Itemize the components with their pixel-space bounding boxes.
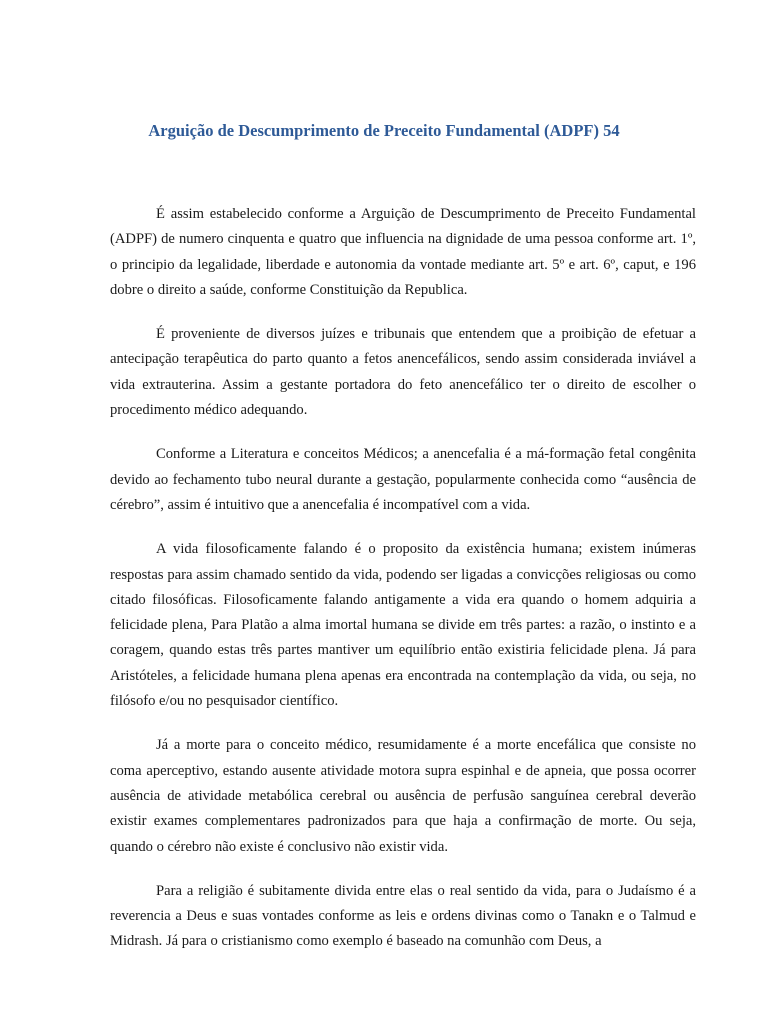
paragraph-4: A vida filosoficamente falando é o proposito da existência humana; existem inúmeras respostas para assim chamado sentido da vida, podendo ser ligadas a convicções religiosas ou como citado filosóficas. Filosoficamente falando antigamente a vida era quando o homem adquiria a felicidade plena, Para Platão a alma imortal humana se divide em três partes: a razão, o instinto e a coragem, quando estas três partes mantiver um equilíbrio então existiria felicidade plena. Já para Aristóteles, a felicidade humana plena apenas era encontrada na contemplação da vida, ou seja, no filósofo e/ou no pesquisador científico.	[110, 541, 696, 710]
paragraph-6: Para a religião é subitamente divida entre elas o real sentido da vida, para o Judaísmo é a reverencia a Deus e suas vontades conforme as leis e ordens divinas como o Tanakn e o Talmud e Midrash. Já para o cristianismo como exemplo é baseado na comunhão com Deus, a	[110, 882, 696, 950]
paragraph-1: É assim estabelecido conforme a Arguição de Descumprimento de Preceito Fundamental (ADPF) de numero cinquenta e quatro que influencia na dignidade de uma pessoa conforme art. 1º, o principio da legalidade, liberdade e autonomia da vontade mediante art. 5º e art. 6º, caput, e 196 dobre o direito a saúde, conforme Constituição da Republica.	[110, 206, 696, 298]
paragraph-2: É proveniente de diversos juízes e tribunais que entendem que a proibição de efetuar a antecipação terapêutica do parto quanto a fetos anencefálicos, sendo assim considerada inviável a vida extrauterina. Assim a gestante portadora do feto anencefálico ter o direito de escolher o procedimento médico adequando.	[110, 326, 696, 419]
paragraph-3: Conforme a Literatura e conceitos Médicos; a anencefalia é a má-formação fetal congênita devido ao fechamento tubo neural durante a gestação, popularmente conhecida como “ausência de cérebro”, assim é intuitivo que a anencefalia é incompatível com a vida.	[110, 446, 696, 513]
document-body	[110, 202, 696, 974]
paragraph-5: Já a morte para o conceito médico, resumidamente é a morte encefálica que consiste no coma aperceptivo, estando ausente atividade motora supra espinhal e de apneia, que possa ocorrer ausência de atividade metabólica cerebral ou ausência de perfusão sanguínea cerebral deverão existir exames complementares padronizados para que haja a confirmação de morte. Ou seja, quando o cérebro não existe é conclusivo não existir vida.	[110, 737, 696, 855]
document-title: Arguição de Descumprimento de Preceito Fundamental (ADPF) 54	[148, 121, 620, 140]
